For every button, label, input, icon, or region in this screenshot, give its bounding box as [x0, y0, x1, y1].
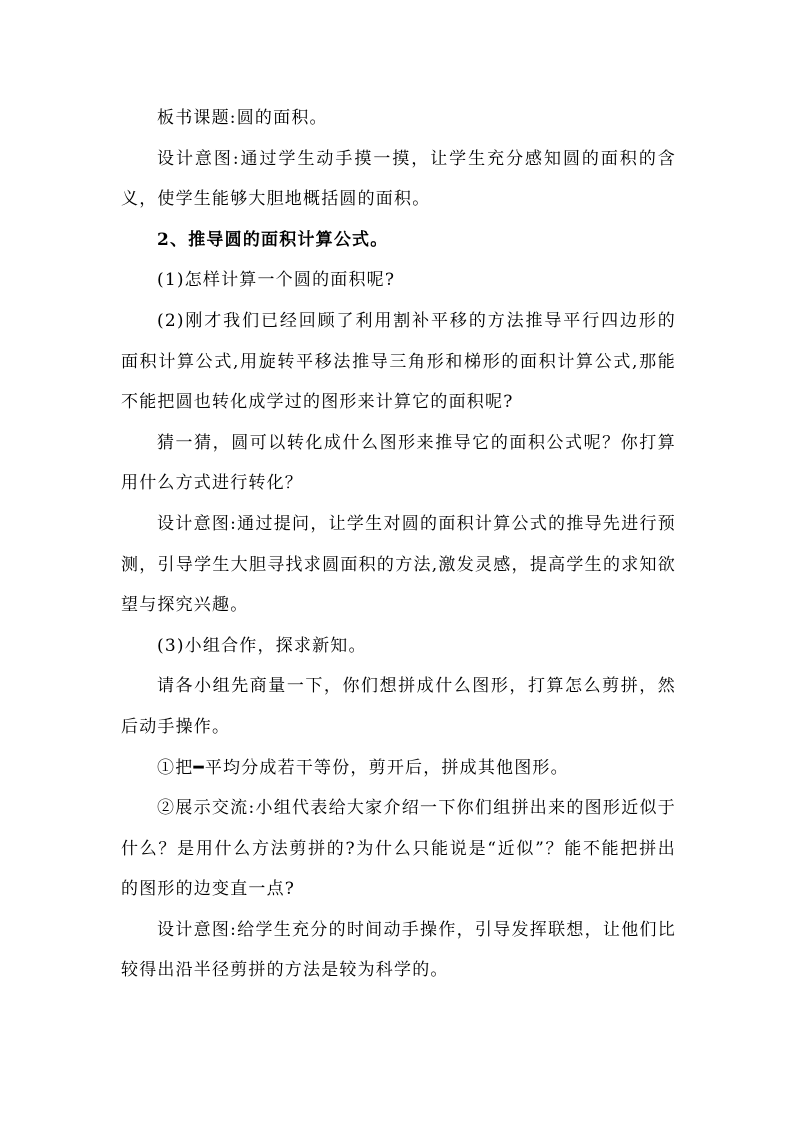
document-body — [121, 98, 676, 991]
paragraph-design-intent-3: 设计意图:给学生充分的时间动手操作，引导发挥联想，让他们比较得出沿半径剪拼的方法是较为科学的。 — [121, 919, 676, 981]
paragraph-design-intent-1: 设计意图:通过学生动手摸一摸，让学生充分感知圆的面积的含义，使学生能够大胆地概括圆的面积。 — [121, 148, 676, 210]
paragraph-group-instructions: 请各小组先商量一下，你们想拼成什么图形，打算怎么剪拼，然后动手操作。 — [121, 676, 676, 737]
section-heading-derive-formula: 2、推导圆的面积计算公式。 — [157, 229, 389, 250]
paragraph-step-2: ②展示交流:小组代表给大家介绍一下你们组拼出来的图形近似于什么？是用什么方法剪拼的?为什么只能说是“近似”？能不能把拼出的图形的边变直一点? — [121, 798, 676, 900]
paragraph-group-work: (3)小组合作，探求新知。 — [157, 635, 367, 656]
paragraph-board-title: 板书课题:圆的面积。 — [157, 108, 328, 128]
paragraph-question-1: (1)怎样计算一个圆的面积呢? — [157, 270, 396, 291]
paragraph-question-2: (2)刚才我们已经回顾了利用割补平移的方法推导平行四边形的面积计算公式,用旋转平移法推导三角形和梯形的面积计算公式,那能不能把圆也转化成学过的图形来计算它的面积呢? — [121, 310, 676, 413]
paragraph-guess: 猜一猜，圆可以转化成什么图形来推导它的面积公式呢？你打算用什么方式进行转化？ — [121, 432, 676, 494]
paragraph-step-1: ①把━平均分成若干等份，剪开后，拼成其他图形。 — [157, 757, 569, 778]
paragraph-design-intent-2: 设计意图:通过提问，让学生对圆的面积计算公式的推导先进行预测，引导学生大胆寻找求圆面积的方法,激发灵感，提高学生的求知欲望与探究兴趣。 — [121, 513, 676, 616]
